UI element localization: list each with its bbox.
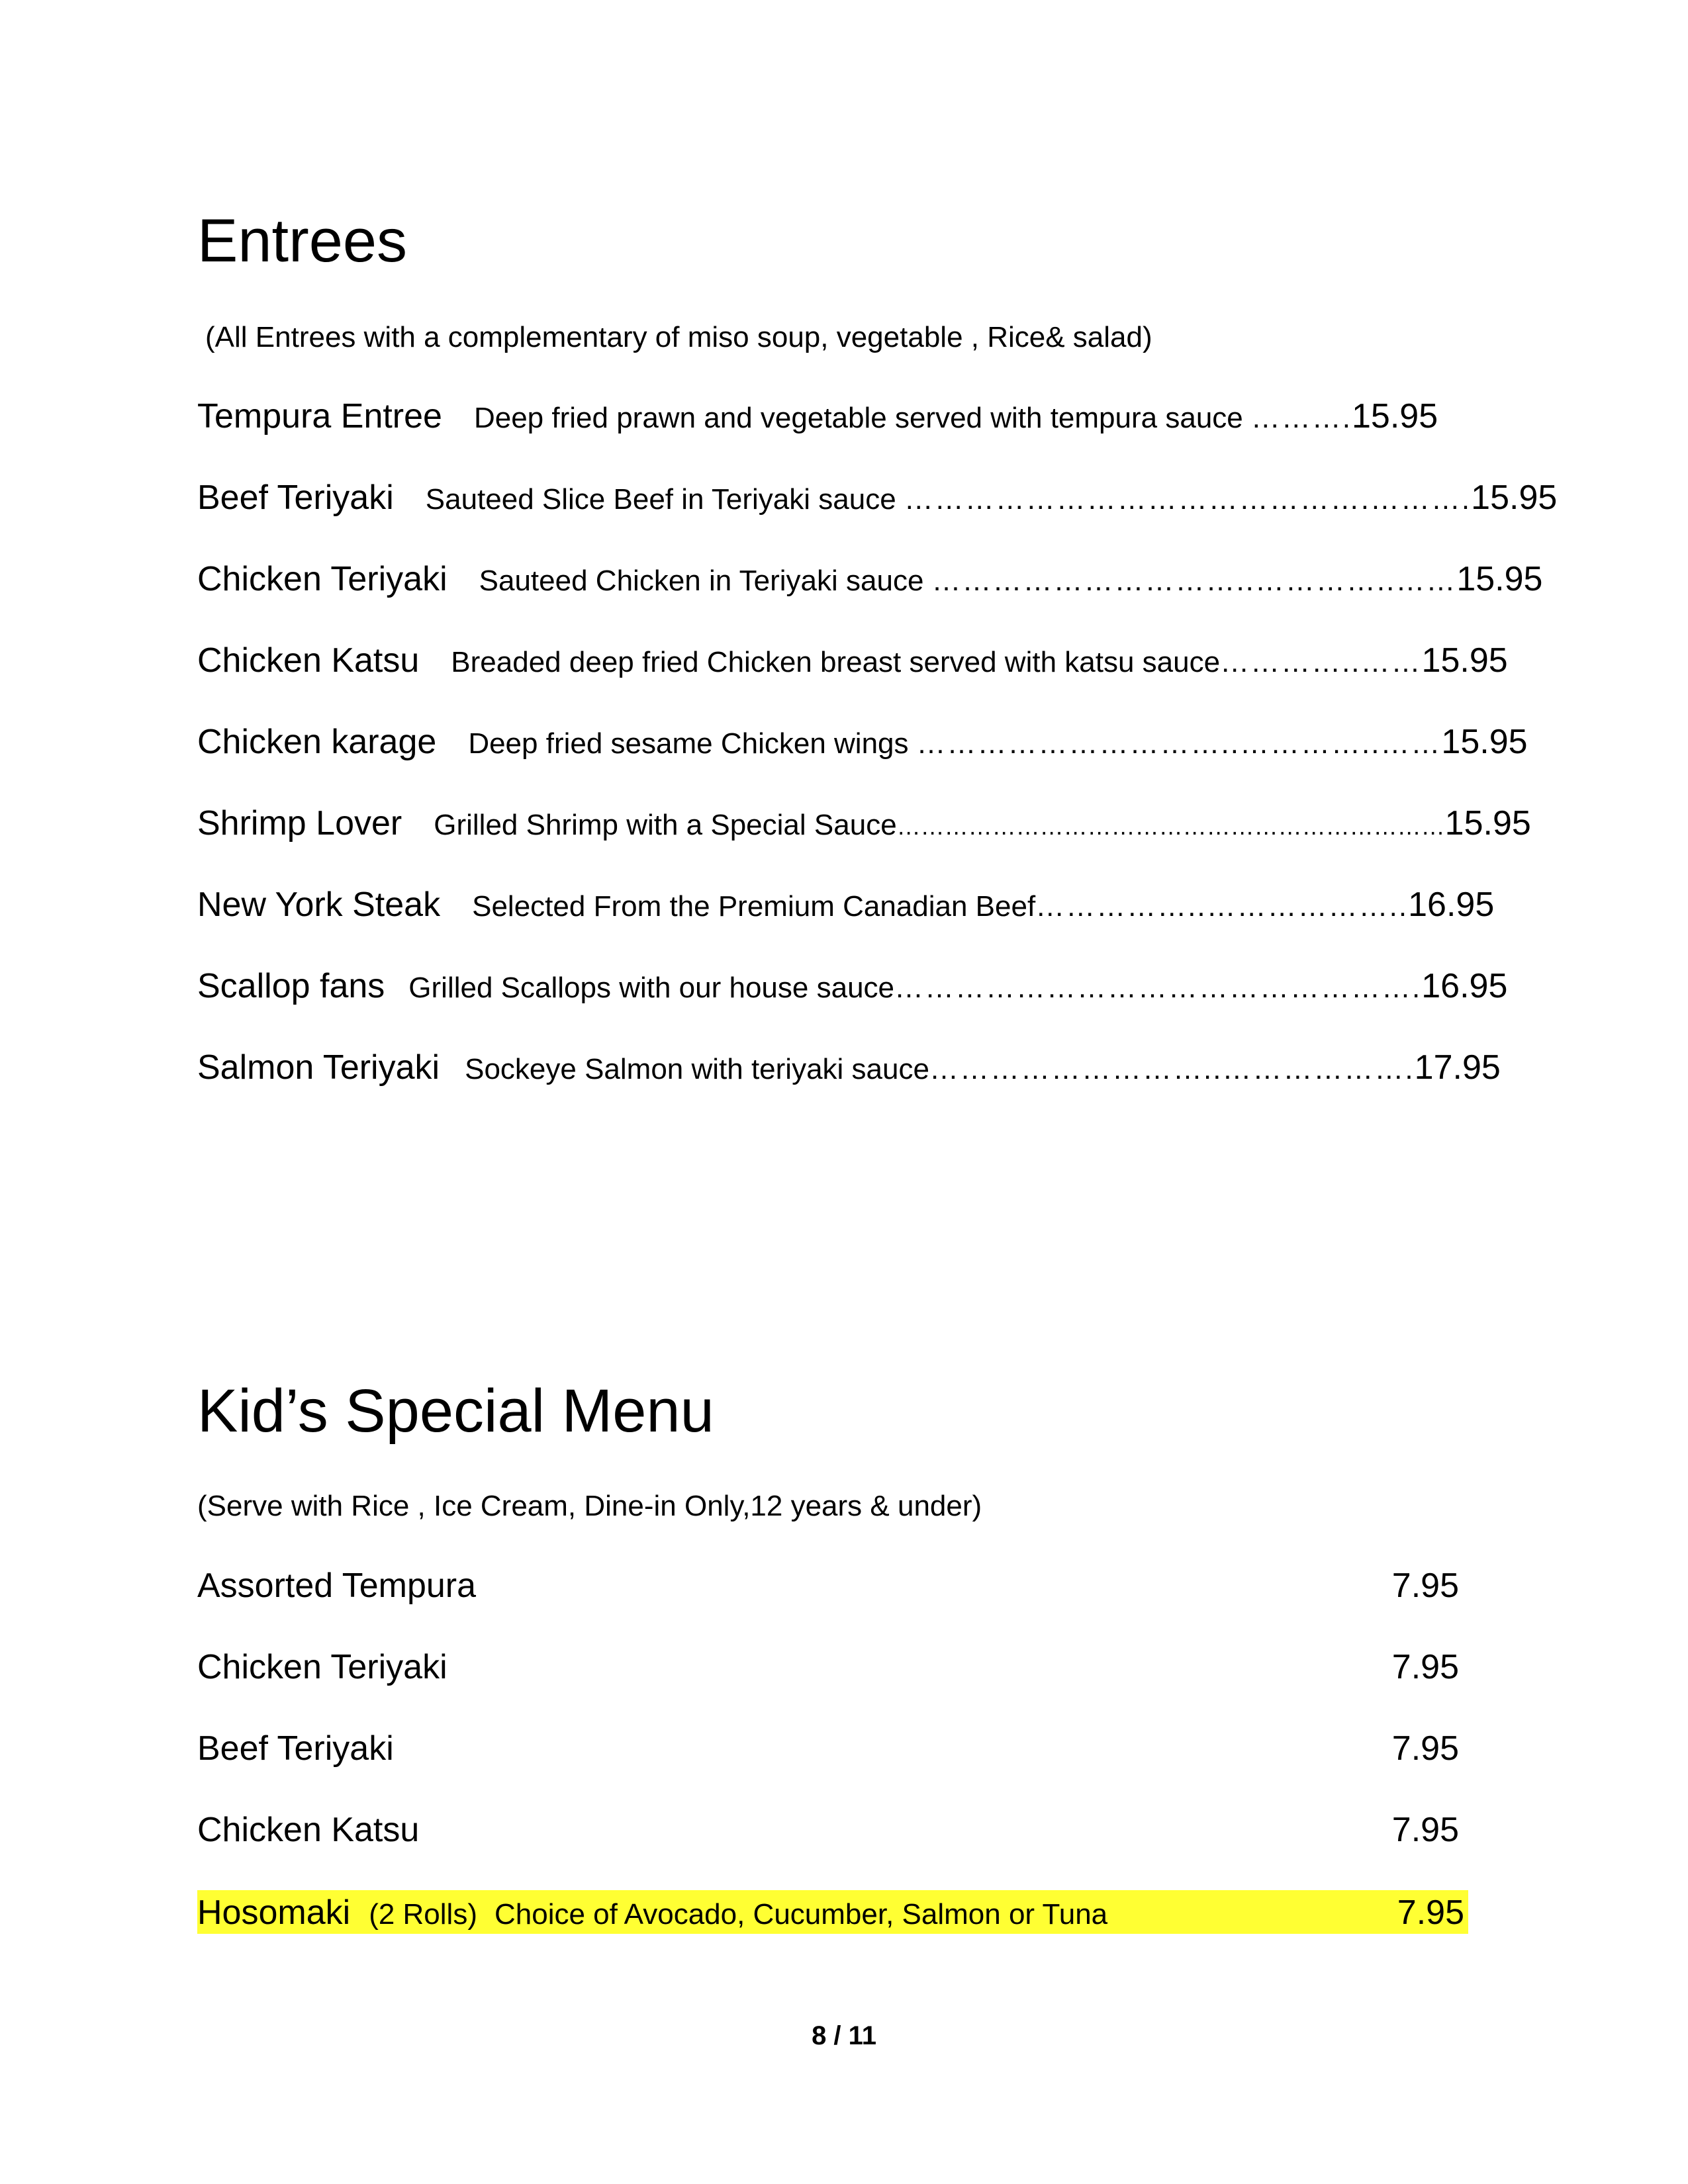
- kids-item-quantity: (2 Rolls): [369, 1898, 477, 1931]
- hosomaki-highlight-row: [197, 1890, 1468, 1934]
- hosomaki-text: [197, 1895, 1107, 1930]
- kids-item-description: Choice of Avocado, Cucumber, Salmon or Tuna: [494, 1898, 1108, 1931]
- entree-description: Breaded deep fried Chicken breast served with katsu sauce: [451, 646, 1221, 678]
- entree-item: [197, 806, 1531, 841]
- entree-description: Grilled Shrimp with a Special Sauce: [434, 809, 897, 841]
- entree-description: Sauteed Slice Beef in Teriyaki sauce: [425, 483, 896, 516]
- kids-item-price: 7.95: [1391, 1811, 1459, 1849]
- entree-price: 15.95: [1441, 723, 1528, 761]
- dot-leader: …………..……: [1220, 648, 1422, 677]
- entree-name: Salmon Teriyaki: [197, 1048, 440, 1087]
- entrees-title: Entrees: [197, 207, 408, 275]
- entree-description: Deep fried prawn and vegetable served with tempura sauce: [473, 402, 1243, 434]
- page-number: 8 / 11: [812, 2021, 876, 2050]
- entree-item: [197, 887, 1494, 922]
- entree-item: [197, 725, 1528, 759]
- entree-name: Chicken Katsu: [197, 641, 420, 680]
- entree-name: Chicken Teriyaki: [197, 560, 447, 598]
- dot-leader: …………………………..…………..……: [916, 729, 1442, 758]
- kids-item-price: 7.95: [1391, 1567, 1459, 1605]
- entree-description: Sockeye Salmon with teriyaki sauce: [465, 1053, 929, 1085]
- kids-item-name: Chicken Katsu: [197, 1811, 420, 1849]
- entree-price: 15.95: [1352, 397, 1438, 435]
- dot-leader: ……………………………………………………………: [896, 815, 1445, 839]
- entree-name: Scallop fans: [197, 967, 385, 1005]
- dot-leader: ……………..………………..: [1035, 892, 1409, 921]
- entree-item: [197, 1050, 1501, 1085]
- entree-price: 15.95: [1444, 804, 1531, 842]
- dot-leader: …………………………………………….: [894, 974, 1422, 1003]
- kids-item-name: Beef Teriyaki: [197, 1729, 394, 1768]
- entree-name: Beef Teriyaki: [197, 478, 394, 517]
- kids-item-price: 7.95: [1391, 1648, 1459, 1686]
- kids-item-name: Assorted Tempura: [197, 1567, 477, 1605]
- entree-item: [197, 480, 1557, 515]
- entree-name: Shrimp Lover: [197, 804, 402, 842]
- entree-price: 15.95: [1471, 478, 1558, 517]
- kids-menu-note: (Serve with Rice , Ice Cream, Dine-in Only,12 years & under): [197, 1490, 982, 1522]
- entree-item: [197, 562, 1542, 596]
- dot-leader: ……………………………………….……….: [904, 485, 1472, 514]
- entree-price: 16.95: [1408, 886, 1495, 924]
- entree-name: Chicken karage: [197, 723, 437, 761]
- kids-item-price: 7.95: [1397, 1893, 1464, 1932]
- kids-menu-title: Kid’s Special Menu: [197, 1377, 714, 1445]
- entree-description: Sauteed Chicken in Teriyaki sauce: [479, 565, 924, 597]
- entree-item: [197, 969, 1507, 1003]
- entree-description: Grilled Scallops with our house sauce: [408, 972, 895, 1004]
- dot-leader: ……….: [1250, 404, 1352, 433]
- dot-leader: ………………………..……………….: [929, 1055, 1415, 1084]
- dot-leader: …………………………..…………..……: [931, 567, 1457, 596]
- entrees-note: (All Entrees with a complementary of miso soup, vegetable , Rice& salad): [205, 321, 1152, 353]
- entree-price: 16.95: [1421, 967, 1508, 1005]
- entree-description: Deep fried sesame Chicken wings: [468, 727, 909, 760]
- entree-name: New York Steak: [197, 886, 441, 924]
- kids-item-name: Hosomaki: [197, 1893, 351, 1932]
- entree-description: Selected From the Premium Canadian Beef: [472, 890, 1036, 923]
- entree-name: Tempura Entree: [197, 397, 442, 435]
- entree-price: 15.95: [1421, 641, 1508, 680]
- entree-price: 17.95: [1414, 1048, 1501, 1087]
- kids-item-price: 7.95: [1391, 1729, 1459, 1768]
- entree-item: [197, 399, 1438, 433]
- entree-item: [197, 643, 1508, 678]
- kids-item-name: Chicken Teriyaki: [197, 1648, 447, 1686]
- entree-price: 15.95: [1456, 560, 1543, 598]
